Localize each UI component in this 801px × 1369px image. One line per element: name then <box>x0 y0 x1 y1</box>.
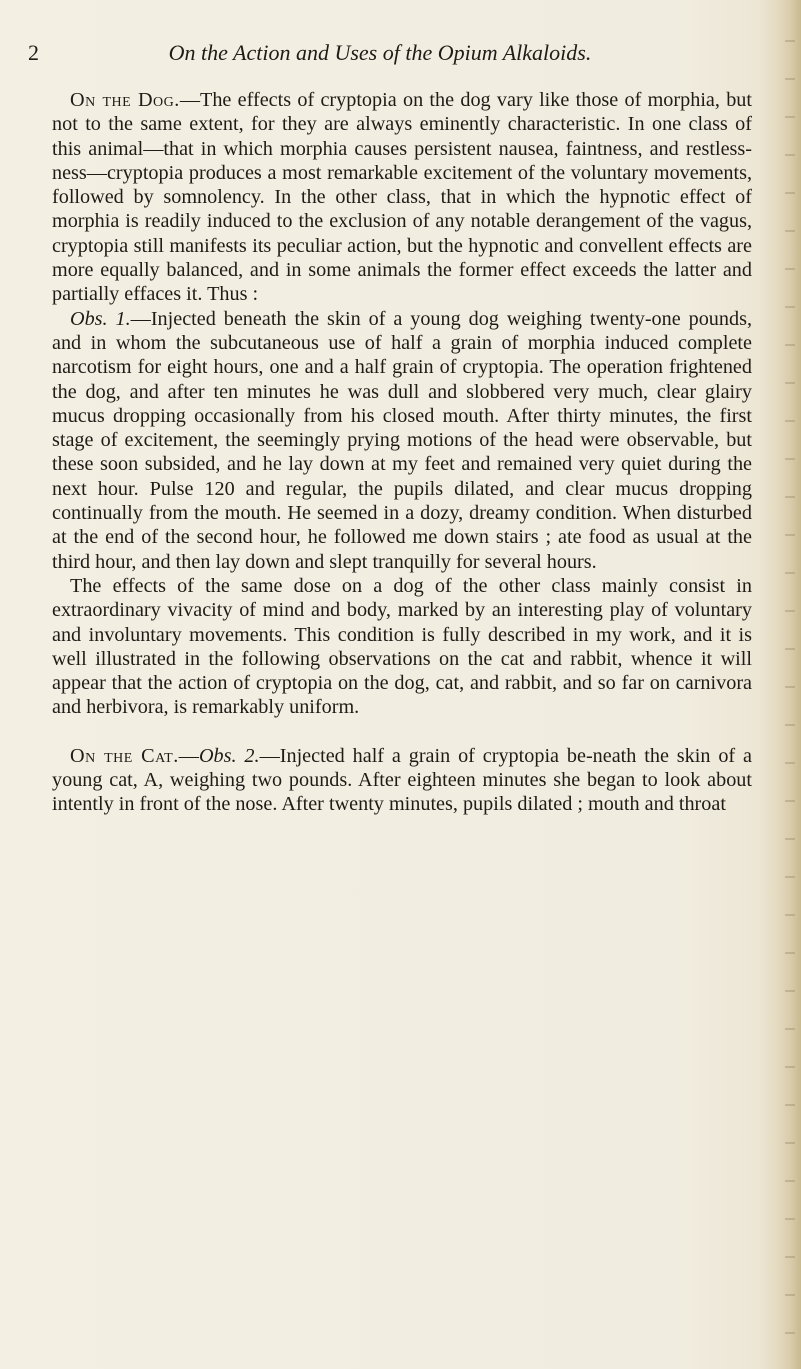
running-title: On the Action and Uses of the Opium Alkaloids. <box>168 40 592 65</box>
paragraph-other-class-text: The effects of the same dose on a dog of the other class mainly consist in extraordinary vivacity of mind and body, marked by an interesting play of voluntary and involuntary movements. This condition is fully described in my work, and it is well illustrated in the following observations on the cat and rabbit, whence it will appear that the action of cryptopia on the dog, cat, and rabbit, and so far on carnivora and herbivora, is remarkably uniform. <box>52 574 752 719</box>
paragraph-dog-intro <box>52 88 752 307</box>
body-text <box>52 88 752 817</box>
paragraph-gap <box>52 720 752 744</box>
paragraph-dog-intro-text: —The effects of cryptopia on the dog vary like those of morphia, but not to the same extent, for they are always eminently characteristic. In one class of this animal—that in which morphia causes persistent nausea, faintness, and restless-ness—cryptopia produces a most remarkable excitement of the voluntary movements, followed by somnolency. In the other class, that in which the hypnotic effect of morphia is readily induced to the exclusion of any notable derangement of the vagus, cryptopia still manifests its peculiar action, but the hypnotic and convellent effects are more equally balanced, and in some animals the former effect exceeds the latter and partially effaces it. Thus : <box>52 89 753 306</box>
observation-label-1: Obs. 1. <box>70 307 131 330</box>
paragraph-cat <box>52 744 752 817</box>
paragraph-observation-1-text: —Injected beneath the skin of a young dog weighing twenty-one pounds, and in whom the subcutaneous use of half a grain of morphia induced complete narcotism for eight hours, one and a half grain of cryptopia. The operation frightened the dog, and after ten minutes he was dull and slobbered very much, clear glairy mucus dropping occasionally from his closed mouth. After thirty minutes, the first stage of excitement, the seemingly prying motions of the head were observable, but these soon subsided, and he lay down at my feet and remained very quiet during the next hour. Pulse 120 and regular, the pupils dilated, and clear mucus dropping continually from the mouth. He seemed in a dozy, dreamy condition. When disturbed at the end of the second hour, he followed me down stairs ; ate food as usual at the third hour, and then lay down and slept tranquilly for several hours. <box>52 307 752 573</box>
observation-label-2: Obs. 2. <box>198 744 260 767</box>
page-number: 2 <box>28 40 39 65</box>
page-edge-texture <box>785 40 795 1340</box>
section-dash: — <box>178 744 199 767</box>
paragraph-observation-1 <box>52 307 752 574</box>
paragraph-other-class <box>52 574 752 720</box>
page-header <box>0 40 760 74</box>
paragraph-cat-text: —Injected half a grain of cryptopia be-neath the skin of a young cat, A, weighing two pounds. After eighteen minutes she began to look about intently in front of the nose. After twenty minutes, pupils dilated ; mouth and throat <box>52 744 752 816</box>
section-lead-cat: On the Cat. <box>70 744 179 767</box>
section-lead-dog: On the Dog. <box>70 89 180 111</box>
